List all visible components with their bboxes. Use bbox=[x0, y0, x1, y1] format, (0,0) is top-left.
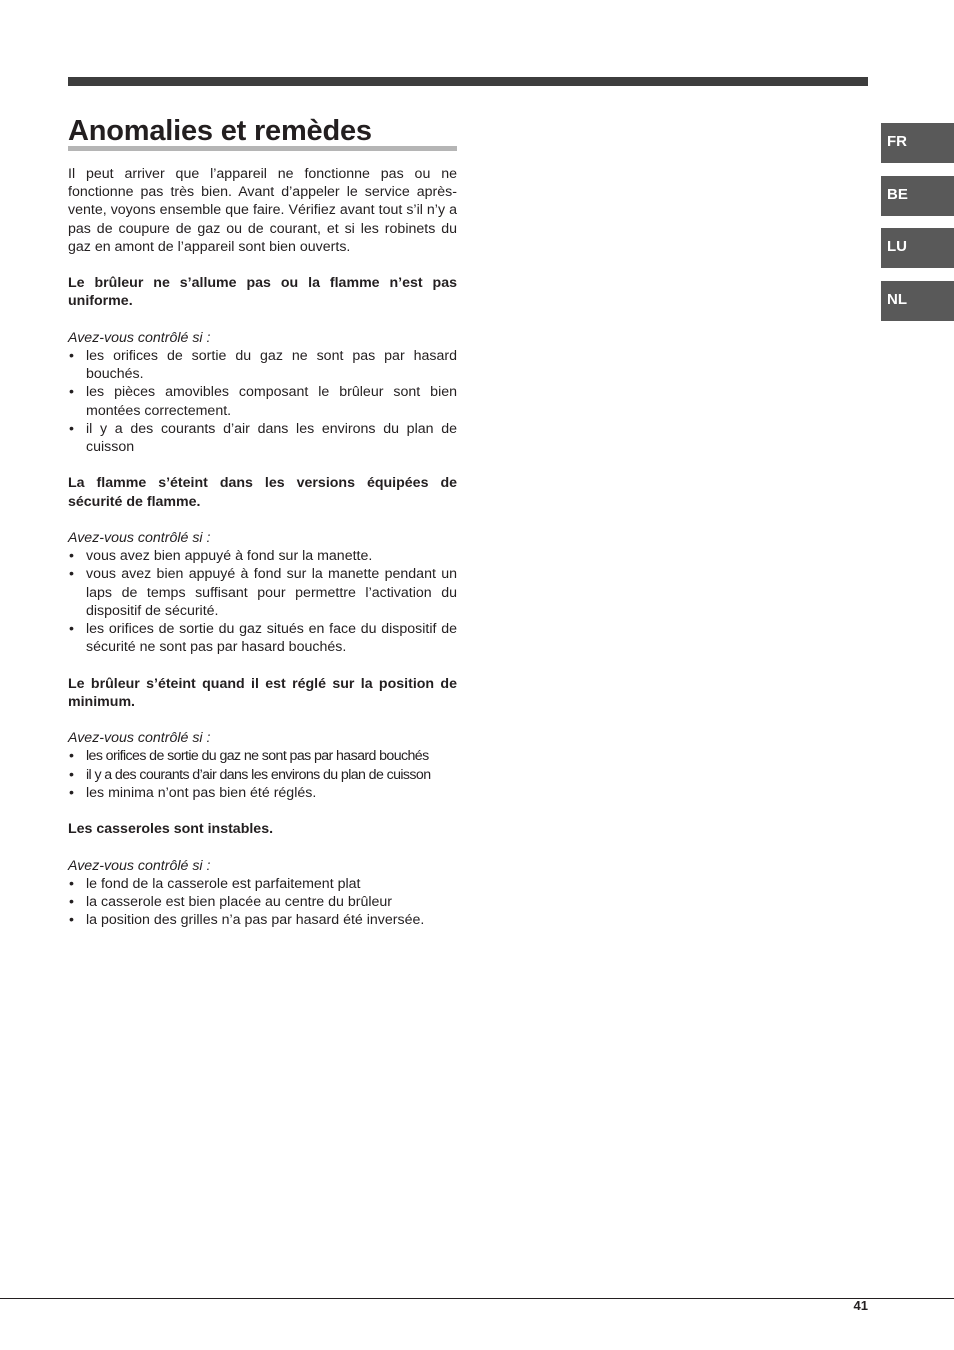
language-tab-lu: LU bbox=[881, 228, 954, 268]
list-item: • il y a des courants d’air dans les environs du plan de cuisson bbox=[68, 766, 457, 784]
section-burner-off-at-minimum bbox=[68, 675, 457, 802]
list-item: • la position des grilles n’a pas par hasard été inversée. bbox=[68, 911, 457, 929]
section-lead: Avez-vous contrôlé si : bbox=[68, 857, 211, 874]
title-block bbox=[68, 113, 457, 151]
list-item: • vous avez bien appuyé à fond sur la manette pendant un laps de temps suffisant pour permettre l’activation du dispositif de sécurité. bbox=[68, 565, 457, 620]
check-list bbox=[68, 747, 457, 802]
check-list bbox=[68, 875, 457, 930]
check-list bbox=[68, 547, 457, 656]
list-item: • les orifices de sortie du gaz ne sont pas par hasard bouchés. bbox=[68, 347, 457, 383]
list-item: • les orifices de sortie du gaz situés en face du dispositif de sécurité ne sont pas par hasard bouchés. bbox=[68, 620, 457, 656]
language-tab-be: BE bbox=[881, 176, 954, 216]
list-item: • le fond de la casserole est parfaitement plat bbox=[68, 875, 457, 893]
section-unstable-pans bbox=[68, 820, 457, 929]
page-title: Anomalies et remèdes bbox=[68, 115, 372, 147]
section-heading: Le brûleur s’éteint quand il est réglé sur la position de minimum. bbox=[68, 675, 457, 710]
section-lead: Avez-vous contrôlé si : bbox=[68, 730, 211, 747]
list-item: • les minima n’ont pas bien été réglés. bbox=[68, 784, 457, 802]
list-item: • il y a des courants d’air dans les environs du plan de cuisson bbox=[68, 420, 457, 456]
section-heading: Les casseroles sont instables. bbox=[68, 821, 274, 838]
language-tab-nl: NL bbox=[881, 281, 954, 321]
section-flame-goes-out bbox=[68, 474, 457, 656]
language-tabs bbox=[881, 123, 954, 333]
list-item: • vous avez bien appuyé à fond sur la manette. bbox=[68, 547, 457, 565]
intro-paragraph: Il peut arriver que l’appareil ne fonctionne pas ou ne fonctionne pas très bien. Avant d’appeler le service après-vente, voyons ensemble que faire. Vérifiez avant tout s’il n’y a pas de coupure de gaz ou de courant, et si les robinets du gaz en amont de l’appareil sont bien ouverts. bbox=[68, 166, 457, 255]
check-list bbox=[68, 347, 457, 456]
section-burner-not-lighting bbox=[68, 274, 457, 456]
section-heading: La flamme s’éteint dans les versions équipées de sécurité de flamme. bbox=[68, 475, 457, 510]
list-item: • les pièces amovibles composant le brûleur sont bien montées correctement. bbox=[68, 383, 457, 419]
page-number: 41 bbox=[853, 1298, 868, 1313]
footer-rule bbox=[0, 1298, 954, 1299]
list-item: • les orifices de sortie du gaz ne sont pas par hasard bouchés bbox=[68, 747, 457, 765]
section-heading: Le brûleur ne s’allume pas ou la flamme n’est pas uniforme. bbox=[68, 275, 457, 310]
header-rule bbox=[68, 77, 868, 86]
section-lead: Avez-vous contrôlé si : bbox=[68, 329, 211, 346]
list-item: • la casserole est bien placée au centre du brûleur bbox=[68, 893, 457, 911]
main-content bbox=[68, 165, 457, 929]
language-tab-fr: FR bbox=[881, 123, 954, 163]
section-lead: Avez-vous contrôlé si : bbox=[68, 530, 211, 546]
